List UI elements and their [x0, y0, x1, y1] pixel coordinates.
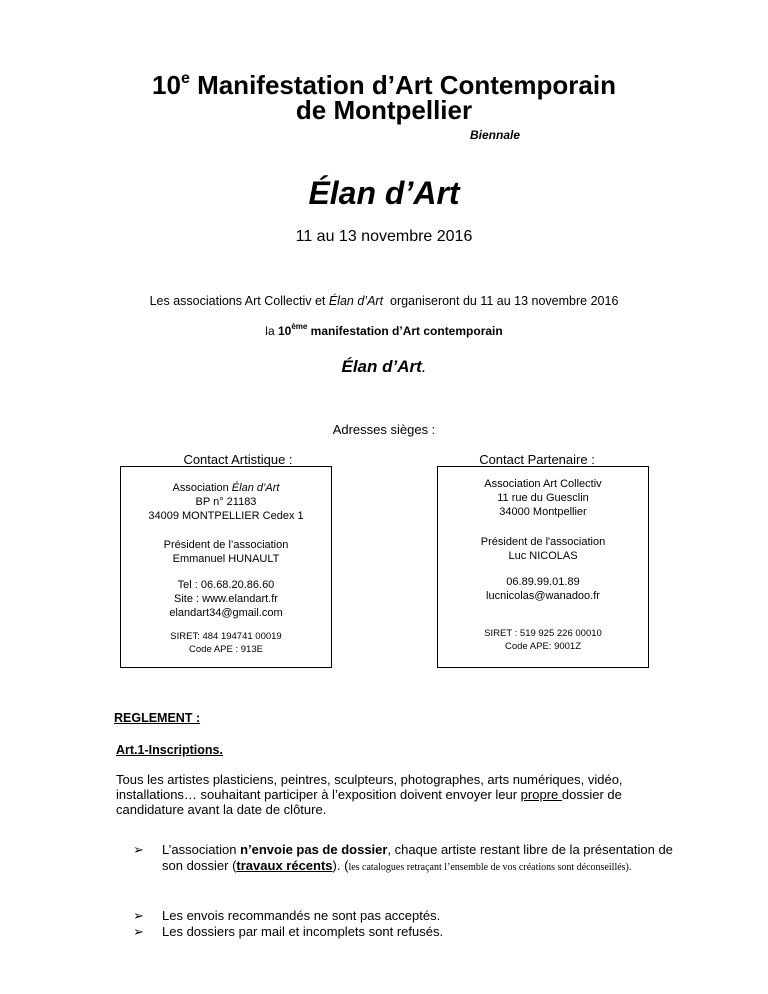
- intro-part-2: organiseront du 11 au 13 novembre 2016: [383, 294, 619, 308]
- article-1-paragraph: [116, 772, 676, 817]
- artistique-assoc-name: Élan d’Art: [231, 482, 280, 494]
- partenaire-address-group: [438, 477, 648, 519]
- article-1-heading: Art.1-Inscriptions.: [116, 743, 223, 757]
- artistique-assoc: [121, 481, 331, 495]
- artistique-city: 34009 MONTPELLIER Cedex 1: [148, 510, 304, 522]
- event-name: Élan d’Art: [308, 175, 460, 211]
- artistique-assoc-prefix: Association: [172, 482, 232, 494]
- manif-rest: manifestation d’Art contemporain: [307, 324, 503, 338]
- b1-part-b: , chaque artiste restant libre de la présentation de son dossier (: [162, 842, 673, 873]
- elan-mid-dot: .: [421, 357, 427, 376]
- contact-partenaire-heading: Contact Partenaire :: [479, 452, 595, 467]
- manif-number: 10: [277, 324, 292, 338]
- contact-artistique-box: [120, 466, 332, 668]
- b1-part-a: L’association: [162, 842, 241, 857]
- para-part-a: Tous les artistes plasticiens, peintres, sculpteurs, photographes, arts numériques, vidéo, installations… souhaitant participer à l’exposition doivent envoyer leur: [116, 772, 623, 802]
- artistique-president-group: [121, 538, 331, 566]
- b1-bold-underlined: travaux récents: [236, 858, 333, 873]
- manif-superscript: ème: [291, 322, 308, 331]
- b1-small-note: les catalogues retraçant l’ensemble de vos créations sont déconseillés).: [348, 862, 632, 873]
- intro-elan: Élan d’Art: [328, 294, 384, 308]
- artistique-tel: Tel : 06.68.20.86.60: [177, 579, 275, 591]
- partenaire-city: 34000 Montpellier: [499, 506, 587, 518]
- elan-mid-text: Élan d’Art: [341, 357, 422, 376]
- event-name-secondary: [0, 357, 768, 377]
- contact-partenaire-box: [437, 466, 649, 668]
- reglement-heading: REGLEMENT :: [114, 711, 201, 725]
- artistique-bp: BP n° 21183: [195, 496, 257, 508]
- partenaire-siret: SIRET : 519 925 226 00010: [484, 628, 602, 639]
- intro-line: [0, 294, 768, 308]
- partenaire-tel: 06.89.99.01.89: [506, 576, 580, 588]
- artistique-contact-group: [121, 578, 331, 620]
- partenaire-president-label: Président de l'association: [480, 536, 606, 548]
- bullet-3-text: Les dossiers par mail et incomplets sont refusés.: [162, 924, 444, 939]
- artistique-legal-group: [121, 630, 331, 656]
- bullet-3-icon: ➢: [133, 924, 144, 939]
- artistique-site[interactable]: Site : www.elandart.fr: [174, 593, 278, 605]
- b1-part-c: ). (: [332, 858, 349, 873]
- bullet-2-text: Les envois recommandés ne sont pas acceptés.: [162, 908, 441, 923]
- event-dates: 11 au 13 novembre 2016: [295, 228, 473, 245]
- artistique-siret: SIRET: 484 194741 00019: [170, 631, 282, 642]
- partenaire-assoc: Association Art Collectiv: [484, 478, 602, 490]
- partenaire-contact-group: [438, 575, 648, 603]
- intro-part-1: Les associations Art Collectiv et: [149, 294, 329, 308]
- partenaire-president-group: [438, 535, 648, 563]
- para-part-b: dossier de candidature avant la date de clôture.: [116, 787, 622, 817]
- title-line-1: Manifestation d’Art Contemporain: [189, 70, 616, 100]
- biennale-label: Biennale: [470, 128, 521, 142]
- artistique-ape: Code APE : 913E: [189, 644, 263, 655]
- addresses-label: Adresses sièges :: [332, 422, 436, 437]
- bullet-2-icon: ➢: [133, 908, 144, 923]
- bullet-1-text: [162, 842, 682, 876]
- artistique-president-name: Emmanuel HUNAULT: [172, 553, 280, 565]
- partenaire-email[interactable]: lucnicolas@wanadoo.fr: [486, 590, 600, 602]
- b1-bold: n’envoie pas de dossier: [240, 842, 388, 857]
- title-line-2: de Montpellier: [295, 95, 473, 125]
- title-number: 10: [152, 70, 181, 100]
- partenaire-legal-group: [438, 627, 648, 653]
- manifestation-line: [0, 322, 768, 338]
- contact-artistique-heading: Contact Artistique :: [183, 452, 293, 467]
- partenaire-street: 11 rue du Guesclin: [497, 492, 589, 504]
- artistique-address-group: [121, 481, 331, 523]
- manif-prefix: la: [265, 324, 278, 338]
- artistique-president-label: Président de l’association: [163, 539, 289, 551]
- para-underlined: propre: [520, 787, 562, 802]
- partenaire-ape: Code APE: 9001Z: [504, 641, 582, 652]
- artistique-email[interactable]: elandart34@gmail.com: [169, 607, 283, 619]
- partenaire-president-name: Luc NICOLAS: [508, 550, 578, 562]
- bullet-1-icon: ➢: [133, 842, 144, 857]
- title-superscript: e: [180, 70, 190, 87]
